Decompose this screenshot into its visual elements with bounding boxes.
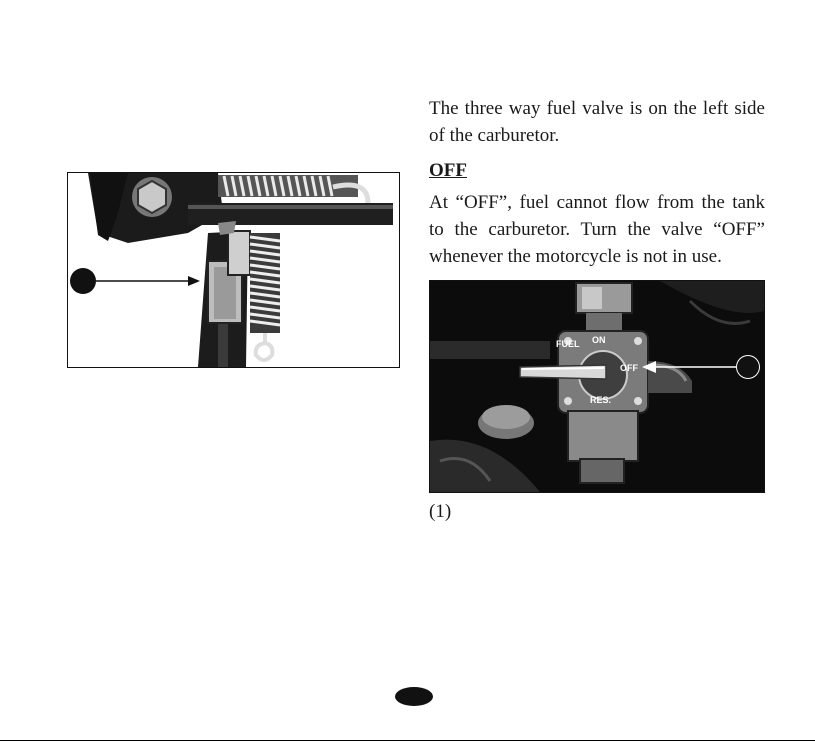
side-stand-photo xyxy=(67,172,400,368)
left-knob xyxy=(478,405,534,439)
off-line-3: whenever the motorcycle is not in use. xyxy=(429,246,722,267)
valve-lever xyxy=(520,365,606,379)
intro-paragraph: The three way fuel valve is on the left side of the carburetor. xyxy=(429,98,765,146)
page-number-marker xyxy=(395,687,433,706)
fuel-valve-illustration xyxy=(430,281,764,492)
off-line-1: At “OFF”, fuel cannot flow from the tank xyxy=(429,192,765,213)
page-bottom-rule xyxy=(0,740,815,741)
fuel-valve-photo xyxy=(429,280,765,493)
figure-caption: (1) xyxy=(429,501,452,522)
off-paragraph xyxy=(429,189,765,270)
valve-label-fuel: FUEL xyxy=(556,339,580,349)
off-line-2: to the carburetor. Turn the valve “OFF” xyxy=(429,219,765,240)
valve-label-off: OFF xyxy=(620,363,638,373)
side-stand-illustration xyxy=(68,173,399,367)
valve-label-on: ON xyxy=(592,335,606,345)
off-heading: OFF xyxy=(429,160,467,181)
valve-body xyxy=(558,331,648,483)
valve-label-res: RES. xyxy=(590,395,612,405)
